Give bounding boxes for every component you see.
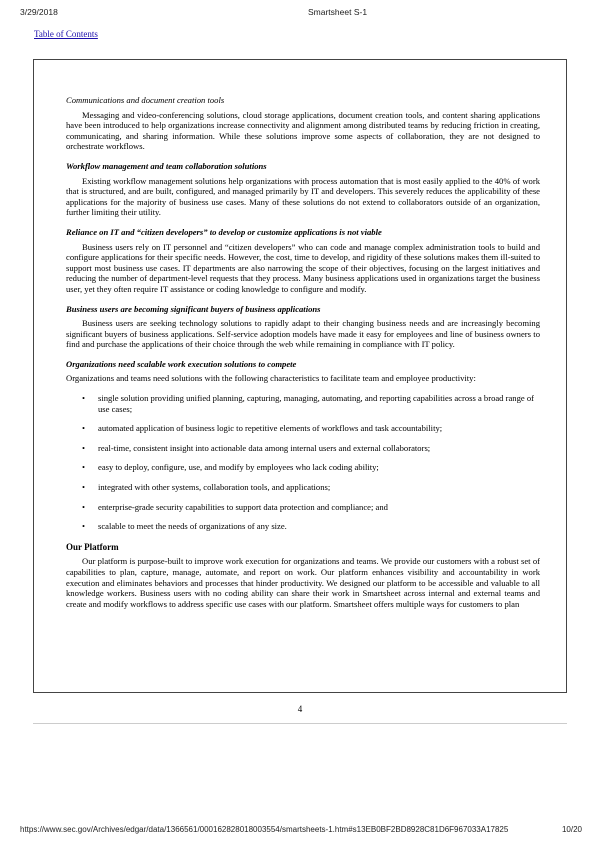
list-item-text: automated application of business logic to repetitive elements of workflows and task accountability; xyxy=(98,423,443,434)
list-item-text: enterprise-grade security capabilities to support data protection and compliance; and xyxy=(98,501,388,512)
section-paragraph: Organizations and teams need solutions with the following characteristics to facilitate team and employee productivity: xyxy=(66,373,476,384)
document-body xyxy=(66,95,540,609)
list-item-text: easy to deploy, configure, use, and modify by employees who lack coding ability; xyxy=(98,462,379,473)
list-item xyxy=(66,521,540,532)
list-item-text: real-time, consistent insight into actionable data among internal users and external collaborators; xyxy=(98,442,431,453)
bullet-icon: • xyxy=(82,442,86,453)
section-heading-our-platform: Our Platform xyxy=(66,541,119,552)
section-heading-reliance-on-it: Reliance on IT and “citizen developers” to develop or customize applications is not viable xyxy=(66,226,382,237)
print-url: https://www.sec.gov/Archives/edgar/data/1366561/000162828018003554/smartsheets-1.htm#s13EB0BF2BD8928C81D6F967033A17825 xyxy=(20,825,509,834)
bullet-icon: • xyxy=(82,462,86,473)
section-paragraph: Business users rely on IT personnel and “citizen developers” who can code and manage complex administration tools to build and configure applications for their specific needs. However, the cost, time to develop, and rigidity of these solutions makes them ill-suited to support most business use cases. IT departments are also narrowing the scope of their objectives, focusing on the largest initiatives and reducing the number of department-level requests that they process. Many business applications used in organizations target the business user, yet they often require IT assistance or coding knowledge to configure and modify. xyxy=(66,241,540,294)
section-paragraph: Business users are seeking technology solutions to rapidly adapt to their changing business needs and are increasingly becoming significant buyers of business applications. Self-service adoption models have made it easy for employees and line of business owners to find and purchase the applications of their choice through the web while remaining in compliance with IT policy. xyxy=(66,318,540,350)
print-title: Smartsheet S-1 xyxy=(308,7,368,17)
bullet-icon: • xyxy=(82,501,86,512)
section-heading-communications: Communications and document creation tools xyxy=(66,95,225,105)
bullet-icon: • xyxy=(82,423,86,434)
list-item-text: integrated with other systems, collaboration tools, and applications; xyxy=(98,482,331,493)
section-paragraph: Messaging and video-conferencing solutions, cloud storage applications, document creation tools, and content sharing applications have been introduced to help organizations increase connectivity and alignment among distributed teams by reducing friction in creating, communicating, and sharing information. While these solutions improve some aspects of collaboration, they are not designed to orchestrate workflows. xyxy=(66,109,540,152)
list-item xyxy=(66,462,540,473)
table-of-contents-link[interactable]: Table of Contents xyxy=(34,29,98,39)
section-heading-business-users-buyers: Business users are becoming significant buyers of business applications xyxy=(66,303,321,314)
list-item xyxy=(66,423,540,434)
print-page-count: 10/20 xyxy=(561,825,582,834)
list-item-text: single solution providing unified planning, capturing, managing, automating, and reporting capabilities across a broad range of use cases; xyxy=(98,393,535,414)
section-heading-workflow-management: Workflow management and team collaboration solutions xyxy=(66,160,267,171)
list-item xyxy=(66,443,540,454)
characteristics-list xyxy=(66,393,540,532)
section-heading-scalable-work-execution: Organizations need scalable work execution solutions to compete xyxy=(66,358,297,369)
bullet-icon: • xyxy=(82,482,86,493)
bullet-icon: • xyxy=(82,393,86,404)
section-paragraph: Existing workflow management solutions help organizations with process automation that is most easily applied to the 40% of work that is structured, and are built, configured, and managed primarily by IT and developers. This severely reduces the applicability of these applications for the majority of business use cases. Many of these solutions do not extend to collaborators outside of an organization, further limiting their utility. xyxy=(66,175,540,218)
bullet-icon: • xyxy=(82,521,86,532)
list-item-text: scalable to meet the needs of organizations of any size. xyxy=(98,521,287,532)
list-item xyxy=(66,393,540,414)
platform-paragraph: Our platform is purpose-built to improve work execution for organizations and teams. We provide our customers with a robust set of capabilities to plan, capture, manage, automate, and report on work. Our platform enhances visibility and accountability in work execution and eliminates behaviors and processes that hinder productivity. We designed our platform to be accessible and valuable to all knowledge workers. Business users with no coding ability can share their work in Smartsheet across internal and external teams and create and modify workflows to address specific use cases with our platform. Smartsheet offers multiple ways for customers to plan xyxy=(66,556,540,609)
list-item xyxy=(66,482,540,493)
print-date: 3/29/2018 xyxy=(20,7,58,17)
page-divider xyxy=(33,723,567,724)
page-number: 4 xyxy=(297,704,303,714)
list-item xyxy=(66,502,540,513)
